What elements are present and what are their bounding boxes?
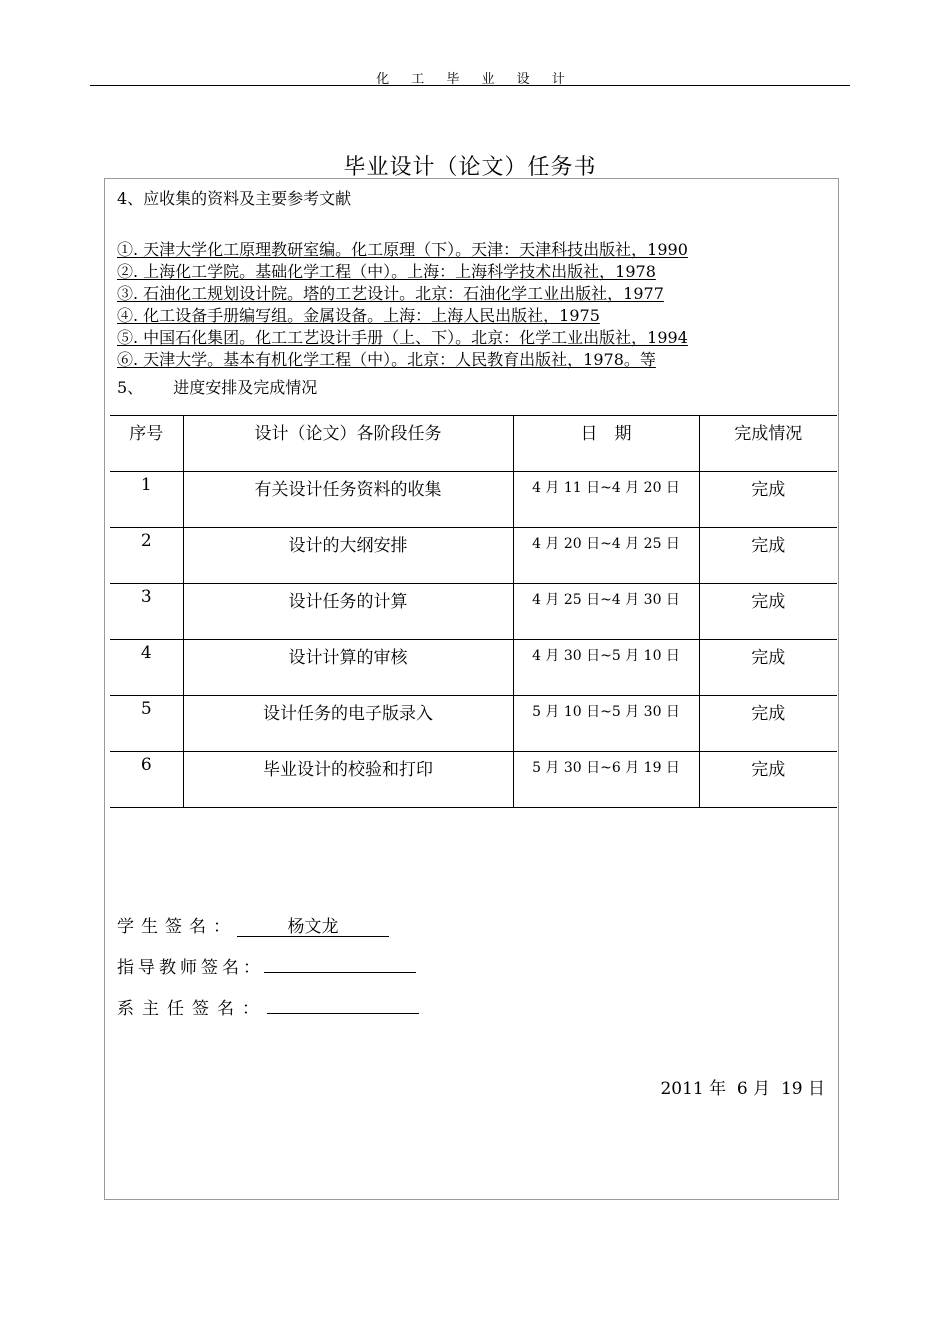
row-date: 4 月 20 日~4 月 25 日 <box>513 528 699 584</box>
row-task: 毕业设计的校验和打印 <box>183 752 513 808</box>
reference-item: ③. 石油化工规划设计院。塔的工艺设计。北京：石油化学工业出版社，1977 <box>117 284 664 303</box>
column-header-status: 完成情况 <box>699 416 837 472</box>
row-task: 设计任务的电子版录入 <box>183 696 513 752</box>
row-number: 2 <box>110 528 183 584</box>
advisor-signature-row <box>117 953 416 978</box>
reference-list <box>117 239 817 371</box>
row-task: 有关设计任务资料的收集 <box>183 472 513 528</box>
table-row <box>110 472 837 528</box>
row-number: 3 <box>110 584 183 640</box>
document-date: 2011 年 6 月 19 日 <box>660 1079 825 1099</box>
row-status: 完成 <box>699 528 837 584</box>
table-row <box>110 584 837 640</box>
row-number: 5 <box>110 696 183 752</box>
table-row <box>110 752 837 808</box>
row-status: 完成 <box>699 640 837 696</box>
department-head-signature-label: 系主任签名： <box>117 999 267 1019</box>
row-date: 5 月 30 日~6 月 19 日 <box>513 752 699 808</box>
reference-item: ①. 天津大学化工原理教研室编。化工原理（下）。天津：天津科技出版社，1990 <box>117 240 688 259</box>
student-signature-label: 学生签名： <box>117 917 237 937</box>
row-date: 4 月 11 日~4 月 20 日 <box>513 472 699 528</box>
student-signature-field[interactable]: 杨文龙 <box>237 918 389 937</box>
reference-item: ⑤. 中国石化集团。化工工艺设计手册（上、下）。北京：化学工业出版社，1994 <box>117 328 688 347</box>
row-status: 完成 <box>699 584 837 640</box>
row-task: 设计任务的计算 <box>183 584 513 640</box>
section-5-number: 5、 <box>117 378 144 397</box>
column-header-task: 设计（论文）各阶段任务 <box>183 416 513 472</box>
running-header: 化 工 毕 业 设 计 <box>376 72 574 87</box>
reference-item: ②. 上海化工学院。基础化学工程（中）。上海：上海科学技术出版社，1978 <box>117 262 656 281</box>
section-4-heading: 4、应收集的资料及主要参考文献 <box>117 189 352 208</box>
advisor-signature-field[interactable] <box>264 954 416 973</box>
column-header-date: 日 期 <box>513 416 699 472</box>
row-number: 1 <box>110 472 183 528</box>
row-status: 完成 <box>699 696 837 752</box>
advisor-signature-label: 指导教师签名： <box>117 958 264 978</box>
row-date: 5 月 10 日~5 月 30 日 <box>513 696 699 752</box>
header-rule <box>90 85 850 86</box>
column-header-number: 序号 <box>110 416 183 472</box>
section-5-title: 进度安排及完成情况 <box>173 378 318 397</box>
table-header-row <box>110 416 837 472</box>
department-head-signature-row <box>117 994 419 1019</box>
row-task: 设计计算的审核 <box>183 640 513 696</box>
table-row <box>110 640 837 696</box>
reference-item: ④. 化工设备手册编写组。金属设备。上海：上海人民出版社，1975 <box>117 306 600 325</box>
row-date: 4 月 25 日~4 月 30 日 <box>513 584 699 640</box>
table-row <box>110 696 837 752</box>
row-date: 4 月 30 日~5 月 10 日 <box>513 640 699 696</box>
row-task: 设计的大纲安排 <box>183 528 513 584</box>
student-signature-row <box>117 912 389 937</box>
row-number: 6 <box>110 752 183 808</box>
document-title: 毕业设计（论文）任务书 <box>343 155 597 180</box>
table-row <box>110 528 837 584</box>
row-status: 完成 <box>699 752 837 808</box>
reference-item: ⑥. 天津大学。基本有机化学工程（中）。北京：人民教育出版社，1978。等 <box>117 350 656 369</box>
schedule-table <box>110 415 837 808</box>
section-5-heading <box>117 375 317 398</box>
row-number: 4 <box>110 640 183 696</box>
department-head-signature-field[interactable] <box>267 995 419 1014</box>
row-status: 完成 <box>699 472 837 528</box>
